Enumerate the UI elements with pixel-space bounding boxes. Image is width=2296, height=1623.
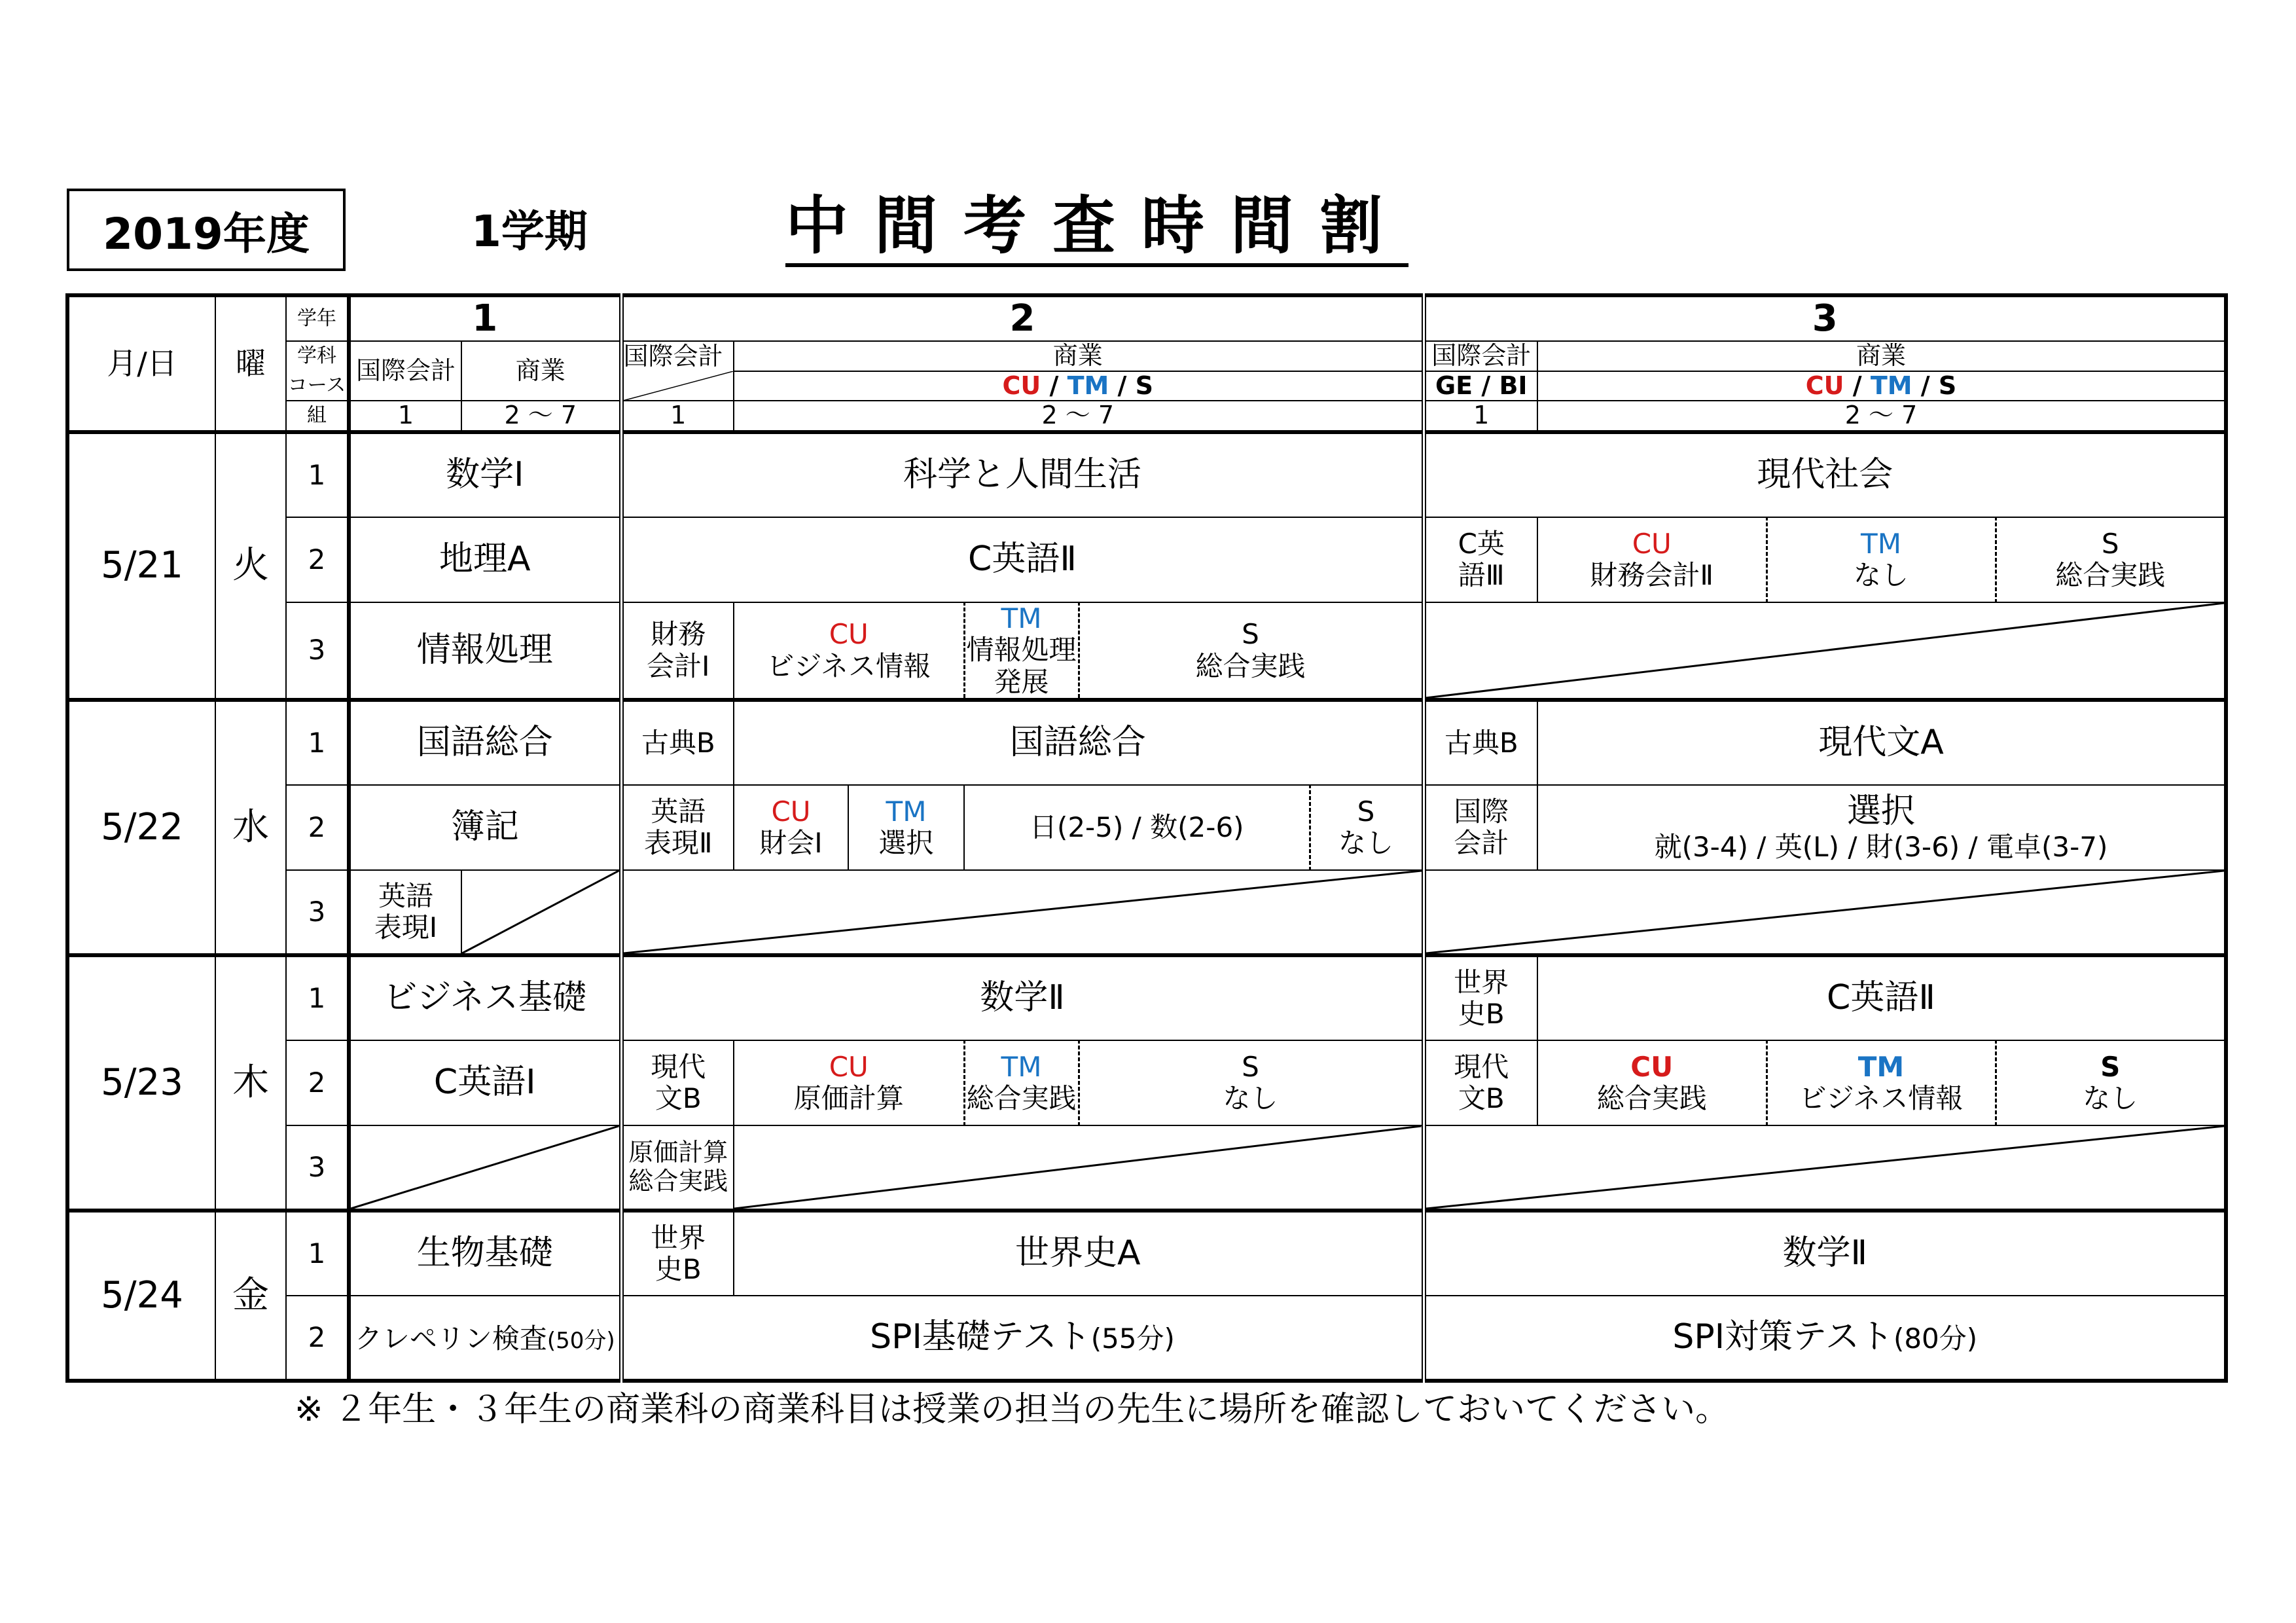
g3-commerce: 商業: [1537, 341, 2226, 371]
table-cell: 数学Ⅱ: [621, 955, 1424, 1040]
table-cell: 簿記: [349, 785, 621, 870]
g3-intl-class: 1: [1424, 401, 1537, 432]
g1-commerce-class: 2 ～ 7: [461, 401, 621, 432]
table-cell: 数学Ⅱ: [1424, 1211, 2226, 1296]
period-2: 2: [286, 785, 349, 870]
month-day-header: 月/日: [67, 295, 215, 432]
period-3: 3: [286, 1125, 349, 1211]
table-cell: CU ビジネス情報: [734, 602, 964, 700]
table-cell: クレペリン検査(50分): [349, 1296, 621, 1381]
weekday-5-21: 火: [215, 432, 286, 700]
school-year-box: [67, 189, 346, 271]
table-cell: 生物基礎: [349, 1211, 621, 1296]
weekday-5-22: 水: [215, 700, 286, 955]
g1-intl-acct: 国際会計: [349, 341, 461, 401]
period-3: 3: [286, 870, 349, 955]
empty-slot: [1424, 1125, 2226, 1211]
footnote: ※ ２年生・３年生の商業科の商業科目は授業の担当の先生に場所を確認しておいてください。: [295, 1390, 1730, 1429]
table-cell: 現代文A: [1537, 700, 2226, 785]
empty-slot: [1424, 870, 2226, 955]
table-cell: 国語総合: [349, 700, 621, 785]
table-cell: C英語Ⅰ: [349, 1040, 621, 1125]
term-label: 1学期: [471, 206, 588, 257]
period-1: 1: [286, 432, 349, 517]
grade-2-header: 2: [621, 295, 1424, 341]
g2-intl-acct: 国際会計: [621, 341, 734, 371]
date-5-22: 5/22: [67, 700, 215, 955]
table-cell: 英語 表現Ⅰ: [349, 870, 461, 955]
table-cell: TM なし: [1767, 517, 1996, 602]
weekday-5-23: 木: [215, 955, 286, 1211]
g2-intl-course-blank: [621, 371, 734, 401]
grade-1-header: 1: [349, 295, 621, 341]
table-cell: TM ビジネス情報: [1767, 1040, 1996, 1125]
table-cell: 現代 文B: [621, 1040, 734, 1125]
g2-course-list: CU / TM / S: [734, 371, 1424, 401]
table-cell: S なし: [1079, 1040, 1424, 1125]
empty-slot: [621, 870, 1424, 955]
exam-timetable: [65, 293, 2228, 1383]
date-5-24: 5/24: [67, 1211, 215, 1381]
table-cell: C英語Ⅱ: [1537, 955, 2226, 1040]
table-cell: 国際 会計: [1424, 785, 1537, 870]
table-cell: 英語 表現Ⅱ: [621, 785, 734, 870]
table-cell: 世界 史B: [621, 1211, 734, 1296]
table-cell: ビジネス基礎: [349, 955, 621, 1040]
table-cell: 古典B: [621, 700, 734, 785]
date-5-23: 5/23: [67, 955, 215, 1211]
period-2: 2: [286, 517, 349, 602]
table-cell: 日(2-5) / 数(2-6): [964, 785, 1310, 870]
table-cell: CU 総合実践: [1537, 1040, 1767, 1125]
g3-commerce-class: 2 ～ 7: [1537, 401, 2226, 432]
empty-slot: [734, 1125, 1424, 1211]
table-cell: C英語Ⅱ: [621, 517, 1424, 602]
table-cell: SPI基礎テスト(55分): [621, 1296, 1424, 1381]
empty-slot: [349, 1125, 621, 1211]
dept-label: 学科: [286, 341, 349, 371]
g3-course-list: CU / TM / S: [1537, 371, 2226, 401]
table-cell: C英 語Ⅲ: [1424, 517, 1537, 602]
table-cell: S なし: [1310, 785, 1424, 870]
weekday-header: 曜: [215, 295, 286, 432]
page-title: 中間考査時間割: [785, 190, 1408, 267]
table-cell: 現代 文B: [1424, 1040, 1537, 1125]
period-2: 2: [286, 1296, 349, 1381]
weekday-5-24: 金: [215, 1211, 286, 1381]
table-cell: S なし: [1996, 1040, 2226, 1125]
period-1: 1: [286, 1211, 349, 1296]
table-cell: 原価計算 総合実践: [621, 1125, 734, 1211]
g1-commerce: 商業: [461, 341, 621, 401]
table-cell: 財務 会計Ⅰ: [621, 602, 734, 700]
table-cell: 世界 史B: [1424, 955, 1537, 1040]
school-year: 2019年度: [103, 208, 310, 259]
g3-intl-acct: 国際会計: [1424, 341, 1537, 371]
g2-intl-class: 1: [621, 401, 734, 432]
table-cell: 地理A: [349, 517, 621, 602]
table-cell: TM 総合実践: [964, 1040, 1079, 1125]
table-cell: CU 財会Ⅰ: [734, 785, 848, 870]
table-cell: CU 原価計算: [734, 1040, 964, 1125]
table-cell: 選択 就(3-4) / 英(L) / 財(3-6) / 電卓(3-7): [1537, 785, 2226, 870]
g2-commerce: 商業: [734, 341, 1424, 371]
table-cell: 数学Ⅰ: [349, 432, 621, 517]
period-1: 1: [286, 700, 349, 785]
g2-commerce-class: 2 ～ 7: [734, 401, 1424, 432]
g3-ge-bi: GE / BI: [1424, 371, 1537, 401]
table-cell: SPI対策テスト(80分): [1424, 1296, 2226, 1381]
table-cell: 情報処理: [349, 602, 621, 700]
class-label: 組: [286, 401, 349, 432]
table-cell: TM 選択: [848, 785, 964, 870]
date-5-21: 5/21: [67, 432, 215, 700]
empty-slot: [461, 870, 621, 955]
table-cell: S 総合実践: [1079, 602, 1424, 700]
table-cell: TM 情報処理発展: [964, 602, 1079, 700]
period-1: 1: [286, 955, 349, 1040]
table-cell: S 総合実践: [1996, 517, 2226, 602]
empty-slot: [1424, 602, 2226, 700]
period-2: 2: [286, 1040, 349, 1125]
table-cell: 古典B: [1424, 700, 1537, 785]
table-cell: CU 財務会計Ⅱ: [1537, 517, 1767, 602]
grade-label: 学年: [286, 295, 349, 341]
grade-3-header: 3: [1424, 295, 2226, 341]
table-cell: 世界史A: [734, 1211, 1424, 1296]
table-cell: 科学と人間生活: [621, 432, 1424, 517]
table-cell: 現代社会: [1424, 432, 2226, 517]
period-3: 3: [286, 602, 349, 700]
g1-intl-class: 1: [349, 401, 461, 432]
course-label: コース: [286, 371, 349, 401]
table-cell: 国語総合: [734, 700, 1424, 785]
